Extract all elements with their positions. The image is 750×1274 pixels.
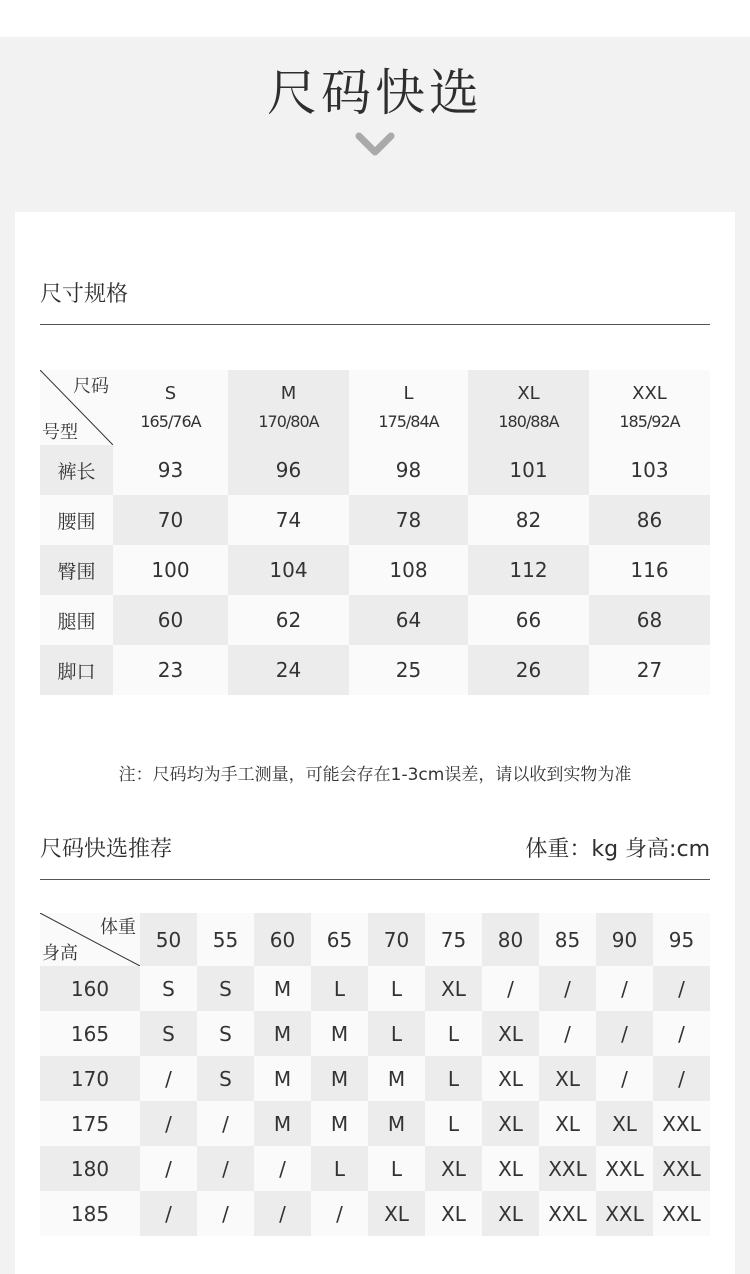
size-header-cell xyxy=(468,370,589,445)
spec-divider xyxy=(40,324,710,325)
spec-row-label: 臀围 xyxy=(40,545,113,595)
height-label: 170 xyxy=(40,1056,140,1101)
height-label: 165 xyxy=(40,1011,140,1056)
recommend-corner-top: 体重 xyxy=(100,917,136,938)
size-cell: L xyxy=(368,1011,425,1056)
size-cell: / xyxy=(140,1146,197,1191)
size-cell: L xyxy=(311,966,368,1011)
spec-row xyxy=(40,445,710,495)
spec-header-row xyxy=(40,370,710,445)
weight-header: 75 xyxy=(425,913,482,966)
size-cell: XL xyxy=(482,1191,539,1236)
size-cell: L xyxy=(425,1056,482,1101)
spec-cell: 100 xyxy=(113,545,228,595)
size-cell: / xyxy=(596,1011,653,1056)
weight-header: 65 xyxy=(311,913,368,966)
spec-cell: 103 xyxy=(589,445,710,495)
size-cell: XXL xyxy=(596,1146,653,1191)
size-cell: XXL xyxy=(653,1191,710,1236)
height-label: 160 xyxy=(40,966,140,1011)
recommend-section-title: 尺码快选推荐 xyxy=(40,837,173,862)
size-cell: M xyxy=(368,1101,425,1146)
spec-cell: 108 xyxy=(349,545,468,595)
size-cell: / xyxy=(596,966,653,1011)
spec-corner-cell xyxy=(40,370,113,445)
size-cell: L xyxy=(425,1101,482,1146)
spec-corner-bottom: 号型 xyxy=(42,422,78,443)
spec-cell: 64 xyxy=(349,595,468,645)
size-cell: M xyxy=(254,1101,311,1146)
weight-header: 60 xyxy=(254,913,311,966)
recommend-corner-bottom: 身高 xyxy=(42,943,78,964)
spec-row xyxy=(40,645,710,695)
size-cell: L xyxy=(368,1146,425,1191)
size-cell: XXL xyxy=(539,1191,596,1236)
size-cell: XL xyxy=(425,966,482,1011)
size-cell: / xyxy=(311,1191,368,1236)
size-cell: M xyxy=(254,1056,311,1101)
recommend-divider xyxy=(40,879,710,880)
recommend-row xyxy=(40,1101,710,1146)
chevron-down-icon xyxy=(355,128,395,162)
size-cell: S xyxy=(197,1011,254,1056)
spec-cell: 101 xyxy=(468,445,589,495)
size-code: 165/76A xyxy=(140,411,201,431)
spec-cell: 60 xyxy=(113,595,228,645)
height-label: 180 xyxy=(40,1146,140,1191)
size-name: M xyxy=(280,382,297,404)
size-cell: XL xyxy=(425,1146,482,1191)
size-code: 185/92A xyxy=(619,411,680,431)
size-cell: XXL xyxy=(539,1146,596,1191)
size-cell: XL xyxy=(482,1101,539,1146)
size-cell: XXL xyxy=(653,1146,710,1191)
size-cell: M xyxy=(254,966,311,1011)
size-cell: XL xyxy=(482,1146,539,1191)
size-cell: XL xyxy=(482,1056,539,1101)
spec-cell: 25 xyxy=(349,645,468,695)
size-cell: M xyxy=(254,1011,311,1056)
units-label: 体重：kg 身高:cm xyxy=(525,837,710,862)
size-cell: / xyxy=(539,1011,596,1056)
spec-row xyxy=(40,495,710,545)
size-cell: / xyxy=(653,1056,710,1101)
recommend-row xyxy=(40,1056,710,1101)
recommend-corner-cell xyxy=(40,913,140,966)
size-cell: / xyxy=(197,1191,254,1236)
size-header-cell xyxy=(228,370,349,445)
weight-header: 95 xyxy=(653,913,710,966)
spec-corner-top: 尺码 xyxy=(73,376,109,397)
spec-row-label: 裤长 xyxy=(40,445,113,495)
recommend-row xyxy=(40,966,710,1011)
spec-row-label: 脚口 xyxy=(40,645,113,695)
spec-cell: 82 xyxy=(468,495,589,545)
size-cell: M xyxy=(368,1056,425,1101)
weight-header: 85 xyxy=(539,913,596,966)
weight-header: 55 xyxy=(197,913,254,966)
size-cell: / xyxy=(140,1101,197,1146)
weight-header: 80 xyxy=(482,913,539,966)
spec-row-label: 腿围 xyxy=(40,595,113,645)
size-cell: XL xyxy=(539,1101,596,1146)
recommend-row xyxy=(40,1011,710,1056)
size-code: 180/88A xyxy=(498,411,559,431)
spec-cell: 62 xyxy=(228,595,349,645)
spec-cell: 116 xyxy=(589,545,710,595)
weight-header: 70 xyxy=(368,913,425,966)
size-code: 175/84A xyxy=(378,411,439,431)
size-cell: M xyxy=(311,1056,368,1101)
size-cell: XXL xyxy=(653,1101,710,1146)
page-title: 尺码快选 xyxy=(267,64,483,122)
recommend-header-row xyxy=(40,913,710,966)
size-cell: L xyxy=(425,1011,482,1056)
size-cell: S xyxy=(197,1056,254,1101)
size-cell: XL xyxy=(482,1011,539,1056)
size-header-cell xyxy=(113,370,228,445)
spec-cell: 78 xyxy=(349,495,468,545)
size-name: XXL xyxy=(632,382,667,404)
size-cell: XL xyxy=(425,1191,482,1236)
size-cell: / xyxy=(254,1191,311,1236)
size-cell: / xyxy=(140,1191,197,1236)
spec-cell: 93 xyxy=(113,445,228,495)
size-cell: XL xyxy=(368,1191,425,1236)
spec-row xyxy=(40,545,710,595)
size-cell: M xyxy=(311,1011,368,1056)
size-spec-table xyxy=(40,370,710,695)
size-cell: / xyxy=(653,966,710,1011)
size-recommendation-table xyxy=(40,913,710,1236)
spec-cell: 104 xyxy=(228,545,349,595)
size-cell: / xyxy=(140,1056,197,1101)
size-cell: / xyxy=(596,1056,653,1101)
size-cell: / xyxy=(254,1146,311,1191)
size-cell: / xyxy=(653,1011,710,1056)
size-cell: L xyxy=(311,1146,368,1191)
weight-header: 50 xyxy=(140,913,197,966)
size-cell: XXL xyxy=(596,1191,653,1236)
height-label: 185 xyxy=(40,1191,140,1236)
size-cell: / xyxy=(539,966,596,1011)
measurement-note: 注：尺码均为手工测量，可能会存在1-3cm误差，请以收到实物为准 xyxy=(118,765,632,785)
weight-header: 90 xyxy=(596,913,653,966)
size-cell: / xyxy=(197,1146,254,1191)
recommend-row xyxy=(40,1146,710,1191)
size-name: L xyxy=(403,382,414,404)
size-cell: S xyxy=(197,966,254,1011)
size-cell: / xyxy=(482,966,539,1011)
spec-cell: 27 xyxy=(589,645,710,695)
size-cell: M xyxy=(311,1101,368,1146)
spec-cell: 26 xyxy=(468,645,589,695)
size-cell: S xyxy=(140,1011,197,1056)
spec-cell: 112 xyxy=(468,545,589,595)
spec-cell: 96 xyxy=(228,445,349,495)
spec-cell: 98 xyxy=(349,445,468,495)
spec-section-title: 尺寸规格 xyxy=(40,282,129,307)
spec-row-label: 腰围 xyxy=(40,495,113,545)
size-cell: S xyxy=(140,966,197,1011)
size-cell: XL xyxy=(596,1101,653,1146)
spec-cell: 23 xyxy=(113,645,228,695)
spec-cell: 74 xyxy=(228,495,349,545)
size-cell: L xyxy=(368,966,425,1011)
spec-cell: 66 xyxy=(468,595,589,645)
spec-cell: 68 xyxy=(589,595,710,645)
spec-cell: 86 xyxy=(589,495,710,545)
spec-cell: 24 xyxy=(228,645,349,695)
size-name: XL xyxy=(517,382,540,404)
size-cell: XL xyxy=(539,1056,596,1101)
height-label: 175 xyxy=(40,1101,140,1146)
recommend-row xyxy=(40,1191,710,1236)
spec-row xyxy=(40,595,710,645)
spec-cell: 70 xyxy=(113,495,228,545)
size-header-cell xyxy=(589,370,710,445)
size-cell: / xyxy=(197,1101,254,1146)
size-code: 170/80A xyxy=(258,411,319,431)
size-header-cell xyxy=(349,370,468,445)
size-name: S xyxy=(164,382,177,404)
